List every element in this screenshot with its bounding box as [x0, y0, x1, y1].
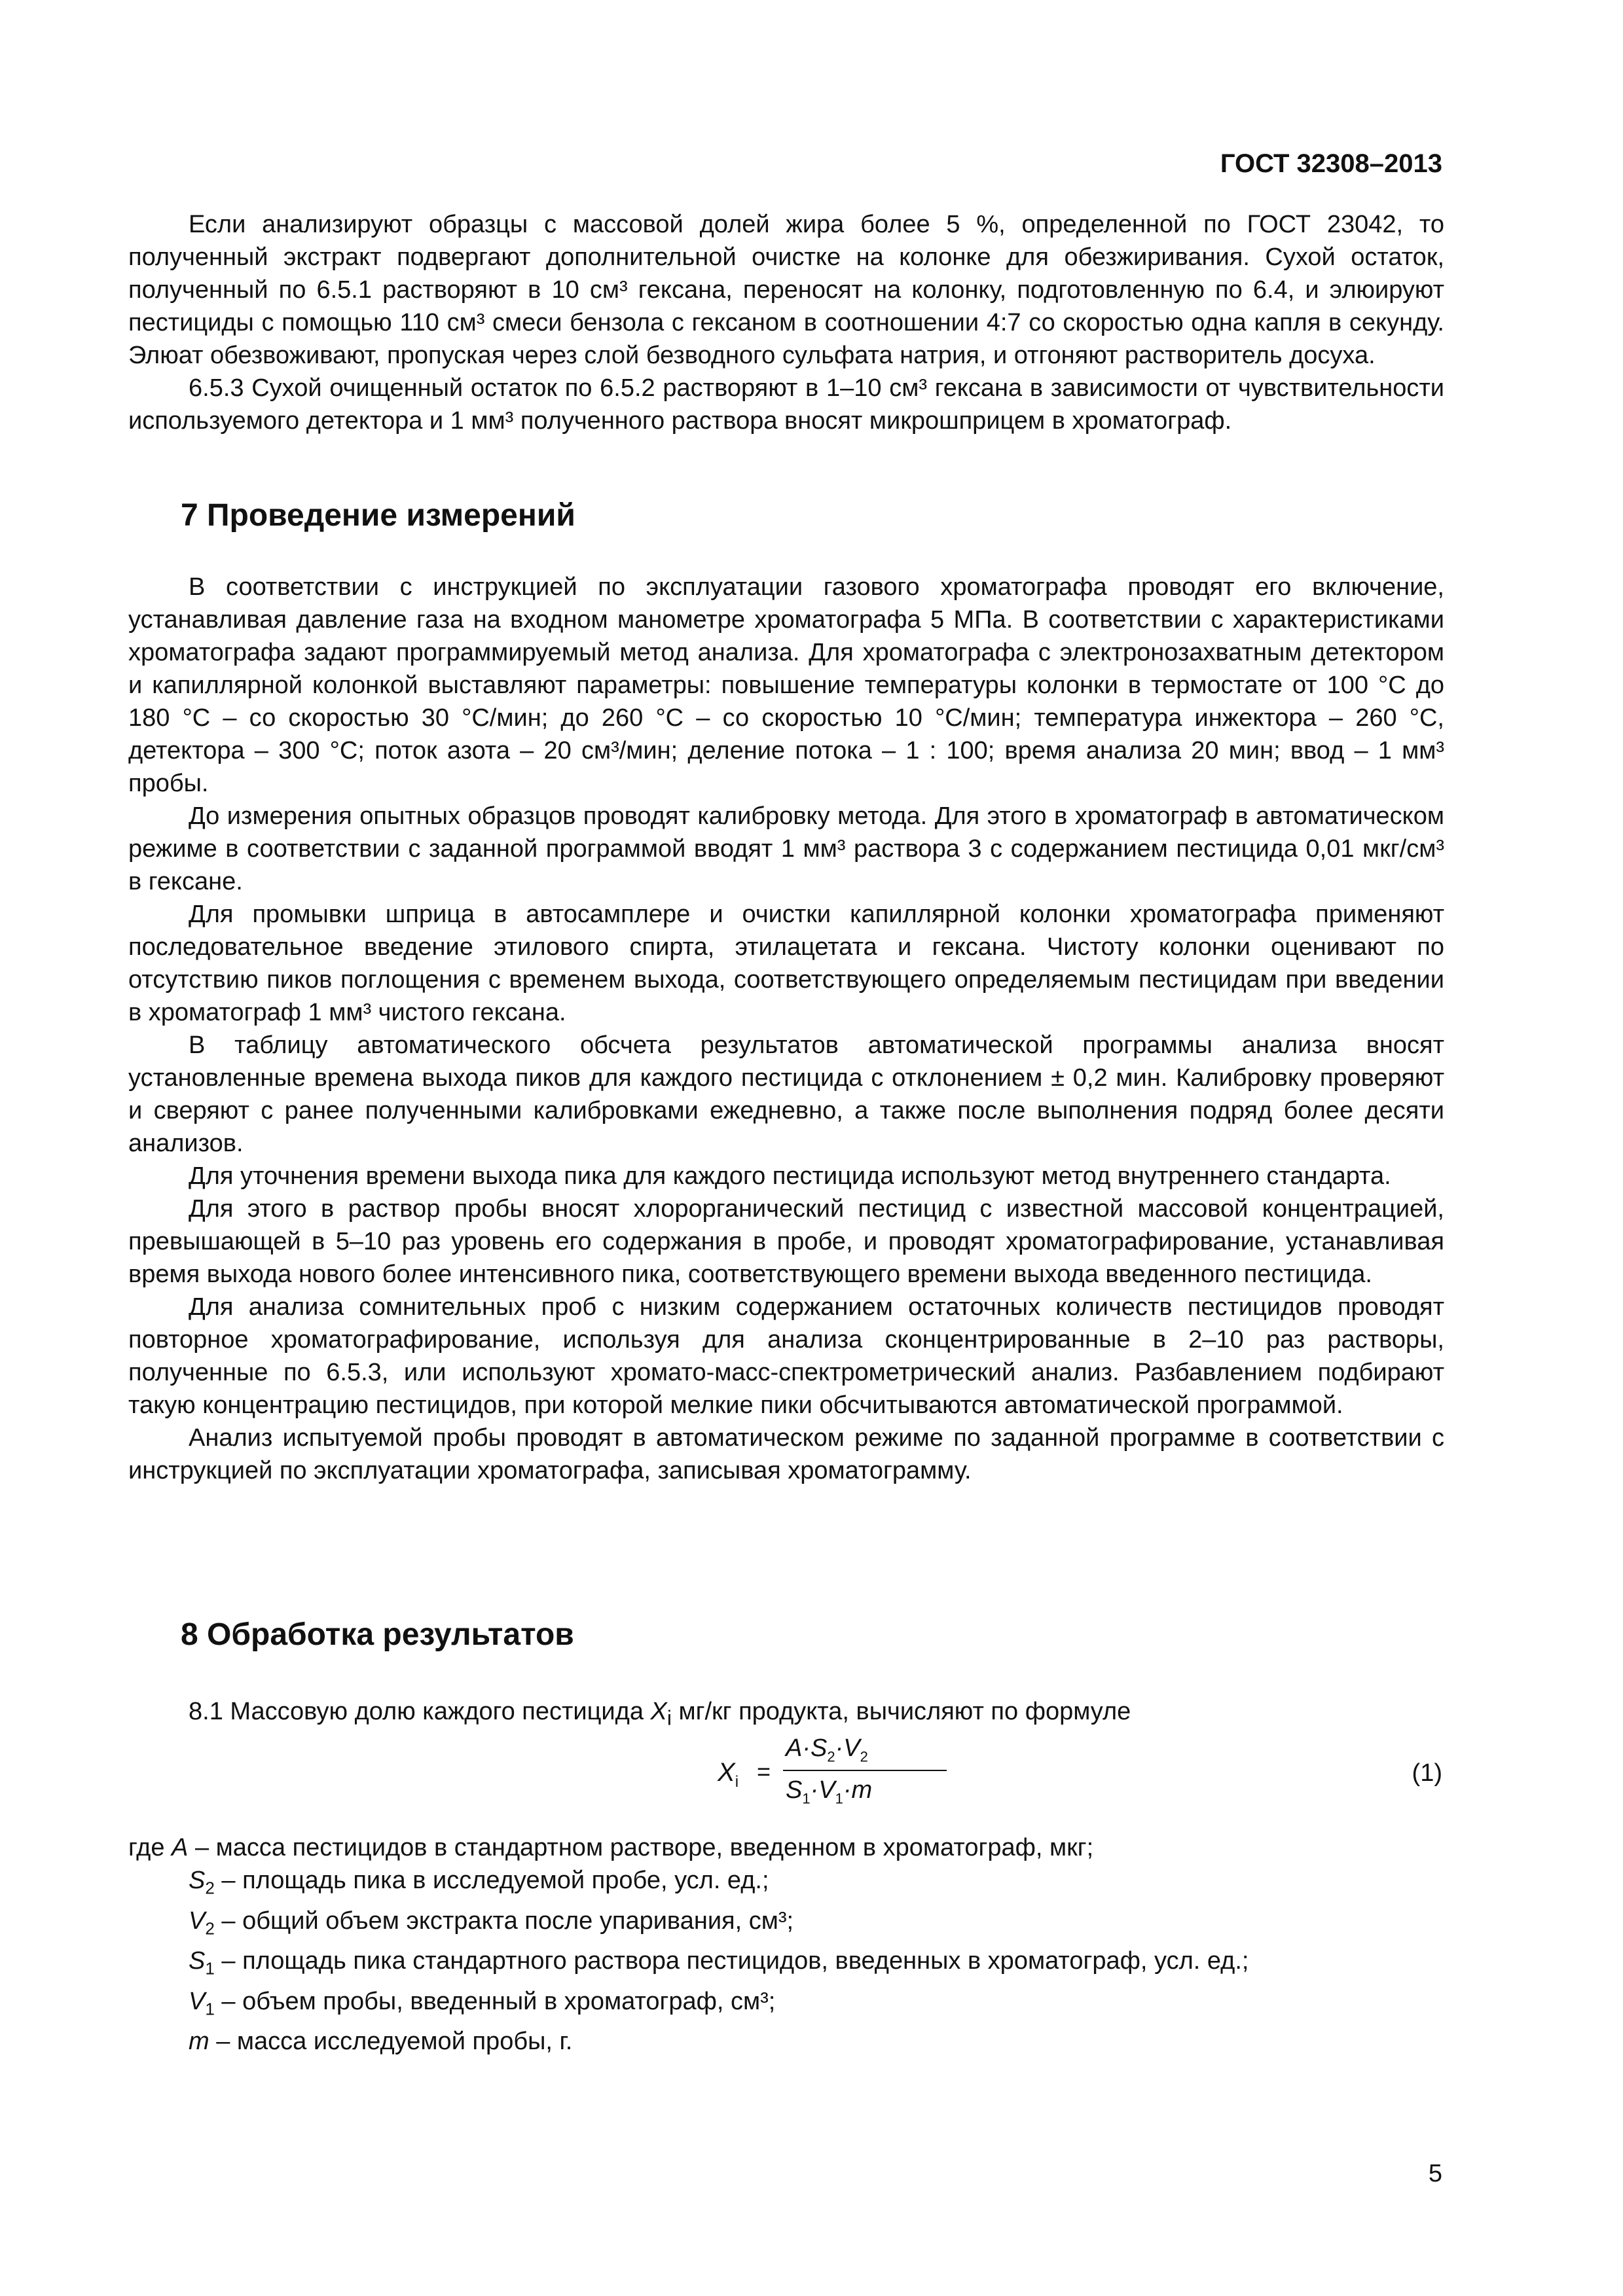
paragraph: Если анализируют образцы с массовой долей жира более 5 %, определенной по ГОСТ 23042, то полученный экстракт подвергают дополнительной очистке на колонке для обезжиривания. Сухой остаток, полученный по 6.5.1 растворяют в 10 см³ гексана, переносят на колонку, подготовленную по 6.4, и элюируют пестициды с помощью 110 см³ смеси бензола с гексаном в соотношении 4:7 со скоростью одна капля в секунду. Элюат обезвоживают, пропуская через слой безводного сульфата натрия, и отгоняют растворитель досуха.	[128, 211, 1444, 369]
definition-text: – общий объем экстракта после упаривания, см³;	[214, 1907, 794, 1935]
paragraph: 6.5.3 Сухой очищенный остаток по 6.5.2 растворяют в 1–10 см³ гексана в зависимости от чувствительности используемого детектора и 1 мм³ полученного раствора вносят микрошприцем в хроматограф.	[128, 374, 1444, 435]
paragraph	[128, 1695, 1444, 1734]
formula-subscript: 1	[835, 1790, 843, 1807]
paragraph: Для этого в раствор пробы вносят хлорорганический пестицид с известной массовой концентрацией, превышающей в 5–10 раз уровень его содержания в пробе, и проводят хроматографирование, устанавливая время выхода нового более интенсивного пика, соответствующего времени выхода введенного пестицида.	[128, 1195, 1444, 1288]
definition-text: – площадь пика стандартного раствора пестицидов, введенных в хроматограф, усл. ед.;	[214, 1947, 1249, 1975]
formula-symbol: V	[818, 1776, 835, 1804]
where-label: где	[128, 1834, 165, 1861]
definition-subscript: 1	[205, 1999, 215, 2019]
definition-subscript: 2	[205, 1878, 215, 1898]
definition-text: – площадь пика в исследуемой пробе, усл. ед.;	[214, 1867, 769, 1894]
text-block-6-5	[128, 208, 1444, 437]
paragraph: Для анализа сомнительных проб с низким содержанием остаточных количеств пестицидов проводят повторное хроматографирование, используя для анализа сконцентрированные в 2–10 раз растворы, полученные по 6.5.3, или используют хромато-масс-спектрометрический анализ. Разбавлением подбирают такую концентрацию пестицидов, при которой мелкие пики обсчитываются автоматической программой.	[128, 1293, 1444, 1419]
definition-symbol: S	[189, 1867, 206, 1894]
formula-lhs	[718, 1758, 739, 1791]
paragraph: Для промывки шприца в автосамплере и очистки капиллярной колонки хроматографа применяют последовательное введение этилового спирта, этилацетата и гексана. Чистоту колонки оценивают по отсутствию пиков поглощения с временем выхода, соответствующего определяемым пестицидам при введении в хроматограф 1 мм³ чистого гексана.	[128, 901, 1444, 1026]
equals-sign: =	[757, 1758, 771, 1785]
page-number: 5	[1428, 2160, 1442, 2187]
definition-subscript: 1	[205, 1958, 215, 1979]
definition-row	[128, 1905, 1249, 1945]
definition-row	[128, 1831, 1249, 1864]
section-8-title: 8 Обработка результатов	[181, 1617, 574, 1652]
definition-row	[128, 2025, 1249, 2058]
formula-symbol: m	[851, 1776, 873, 1804]
standard-code: ГОСТ 32308–2013	[1220, 149, 1442, 178]
formula-symbol: S	[786, 1776, 803, 1804]
definition-symbol: V	[189, 1987, 206, 2015]
variable: X	[650, 1698, 667, 1725]
formula-1	[718, 1734, 914, 1813]
paragraph: Для уточнения времени выхода пика для каждого пестицида используют метод внутреннего стандарта.	[189, 1162, 1391, 1190]
section-7-body	[128, 571, 1444, 1487]
intro-text: 8.1 Массовую долю каждого пестицида	[189, 1698, 651, 1725]
definition-subscript: 2	[205, 1918, 215, 1939]
formula-subscript: 1	[802, 1790, 811, 1807]
formula-dot: ·	[802, 1734, 811, 1762]
formula-numerator	[786, 1734, 868, 1766]
formula-dot: ·	[843, 1776, 852, 1804]
definition-symbol: S	[189, 1947, 206, 1975]
paragraph: В соответствии с инструкцией по эксплуатации газового хроматографа проводят его включение, устанавливая давление газа на входном манометре хроматографа 5 МПа. В соответствии с характеристиками хроматографа задают программируемый метод анализа. Для хроматографа с электронозахватным детектором и капиллярной колонкой выставляют параметры: повышение температуры колонки в термостате от 100 °С до 180 °С – со скоростью 30 °С/мин; до 260 °С – со скоростью 10 °С/мин; температура инжектора – 260 °С, детектора – 300 °С; поток азота – 20 см³/мин; деление потока – 1 : 100; время анализа 20 мин; ввод – 1 мм³ пробы.	[128, 573, 1444, 797]
formula-denominator	[786, 1776, 872, 1808]
definition-row	[128, 1864, 1249, 1905]
equation-number: (1)	[1412, 1759, 1442, 1787]
section-8-intro	[128, 1695, 1444, 1734]
formula-subscript: i	[735, 1773, 739, 1791]
formula-symbol: S	[811, 1734, 828, 1762]
formula-dot: ·	[810, 1776, 819, 1804]
paragraph: До измерения опытных образцов проводят калибровку метода. Для этого в хроматограф в автоматическом режиме в соответствии с заданной программой вводят 1 мм³ раствора 3 с содержанием пестицида 0,01 мкг/см³ в гексане.	[128, 802, 1444, 895]
formula-subscript: 2	[860, 1748, 868, 1765]
paragraph: Анализ испытуемой пробы проводят в автоматическом режиме по заданной программе в соответствии с инструкцией по эксплуатации хроматографа, записывая хроматограмму.	[128, 1424, 1444, 1484]
definition-row	[128, 1985, 1249, 2026]
formula-symbol: A	[786, 1734, 803, 1762]
section-7-title: 7 Проведение измерений	[181, 498, 575, 533]
definition-symbol: m	[189, 2028, 210, 2056]
fraction-bar	[783, 1770, 947, 1771]
intro-text-end: мг/кг продукта, вычисляют по формуле	[671, 1698, 1131, 1725]
definition-text: – объем пробы, введенный в хроматограф, см³;	[214, 1987, 776, 2015]
paragraph: В таблицу автоматического обсчета результатов автоматической программы анализа вносят установленные времена выхода пиков для каждого пестицида с отклонением ± 0,2 мин. Калибровку проверяют и сверяют с ранее полученными калибровками ежедневно, а также после выполнения подряд более десяти анализов.	[128, 1031, 1444, 1157]
definition-symbol: A	[172, 1834, 189, 1861]
variable-subscript: i	[666, 1706, 672, 1730]
formula-symbol: X	[718, 1758, 735, 1787]
definition-row	[128, 1945, 1249, 1985]
definition-text: – масса исследуемой пробы, г.	[209, 2028, 573, 2056]
definition-text: – масса пестицидов в стандартном растворе, введенном в хроматограф, мкг;	[188, 1834, 1094, 1861]
formula-symbol: V	[843, 1734, 860, 1762]
definition-symbol: V	[189, 1907, 206, 1935]
formula-dot: ·	[835, 1734, 844, 1762]
variable-definitions	[128, 1831, 1249, 2058]
formula-subscript: 2	[827, 1748, 835, 1765]
